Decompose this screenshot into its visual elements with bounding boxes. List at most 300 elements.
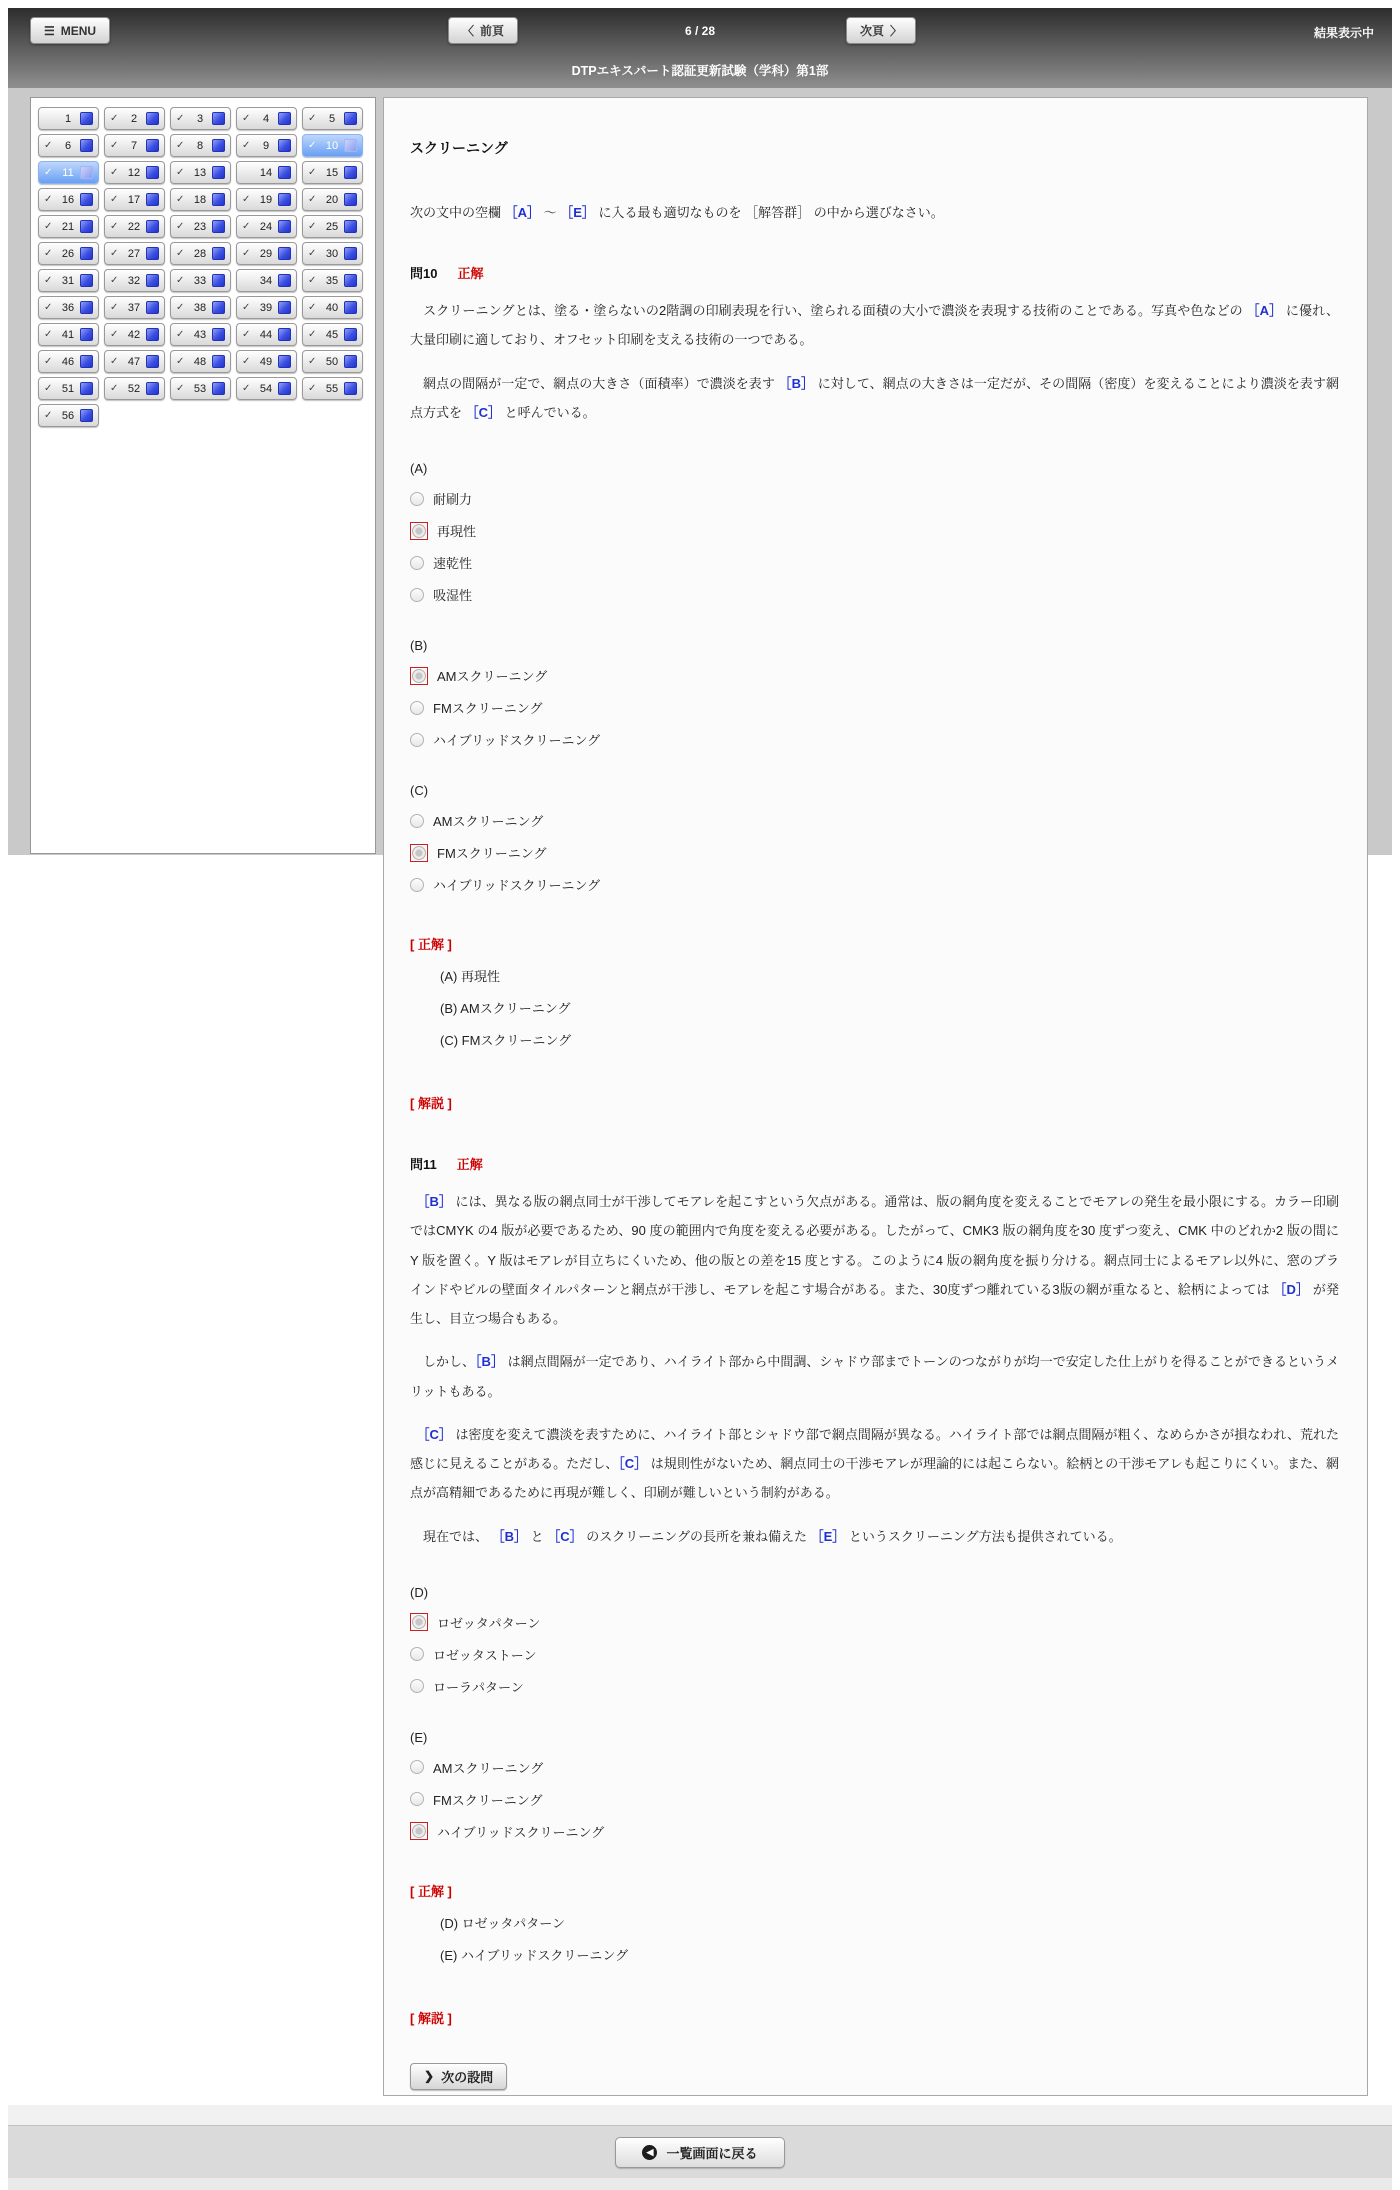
question-button-34[interactable] — [236, 269, 297, 292]
page-title: スクリーニング — [410, 140, 508, 156]
question-button-54[interactable] — [236, 377, 297, 400]
question-number: 36 — [61, 301, 75, 314]
check-icon: ✓ — [44, 329, 53, 340]
question-number: 43 — [193, 328, 207, 341]
answered-marker-icon — [146, 355, 159, 368]
question-button-36[interactable] — [38, 296, 99, 319]
check-icon: ✓ — [242, 248, 251, 259]
answered-marker-icon — [80, 301, 93, 314]
question-number: 26 — [61, 247, 75, 260]
blank-token: ［B］ — [491, 1528, 528, 1544]
question-number: 12 — [127, 166, 141, 179]
option-label: 耐刷力 — [433, 492, 473, 507]
option-label: 吸湿性 — [433, 588, 473, 603]
question-number: 8 — [196, 139, 204, 152]
check-icon: ✓ — [242, 356, 251, 367]
check-icon: ✓ — [176, 383, 185, 394]
next-page-button[interactable] — [846, 17, 916, 44]
question-number: 25 — [325, 220, 339, 233]
question-number: 17 — [127, 193, 141, 206]
question-button-19[interactable] — [236, 188, 297, 211]
blank-token: ［C］ — [465, 404, 502, 420]
question-button-40[interactable] — [302, 296, 363, 319]
check-icon: ✓ — [110, 194, 119, 205]
selected-answer-marker — [410, 1613, 428, 1631]
footer-spacer — [8, 2105, 1392, 2125]
question-number: 51 — [61, 382, 75, 395]
answered-marker-icon — [80, 355, 93, 368]
question-button-53[interactable] — [170, 377, 231, 400]
answered-marker-icon — [278, 355, 291, 368]
check-icon: ✓ — [308, 167, 317, 178]
answered-marker-icon — [80, 247, 93, 260]
check-icon: ✓ — [110, 140, 119, 151]
question-heading — [410, 1154, 1339, 1173]
question-number-label: 問10 — [410, 266, 438, 281]
next-question-button[interactable] — [410, 2063, 507, 2090]
question-number: 11 — [62, 166, 74, 179]
question-number: 52 — [127, 382, 141, 395]
question-button-24[interactable] — [236, 215, 297, 238]
question-number: 44 — [259, 328, 273, 341]
question-button-33[interactable] — [170, 269, 231, 292]
question-button-45[interactable] — [302, 323, 363, 346]
question-button-16[interactable] — [38, 188, 99, 211]
option-row — [410, 1613, 1339, 1632]
check-icon: ✓ — [176, 275, 185, 286]
question-number: 28 — [193, 247, 207, 260]
question-number: 31 — [61, 274, 75, 287]
question-number: 18 — [193, 193, 207, 206]
answered-marker-icon — [146, 382, 159, 395]
answered-marker-icon — [212, 328, 225, 341]
question-number: 20 — [325, 193, 339, 206]
blank-token: ［B］ — [423, 1194, 452, 1209]
check-icon: ✓ — [176, 167, 185, 178]
question-button-37[interactable] — [104, 296, 165, 319]
question-number: 42 — [127, 328, 141, 341]
question-button-30[interactable] — [302, 242, 363, 265]
question-button-9[interactable] — [236, 134, 297, 157]
answered-marker-icon — [146, 193, 159, 206]
option-label: ローラパターン — [433, 1679, 524, 1695]
question-number: 38 — [193, 301, 207, 314]
option-row — [410, 1677, 1339, 1696]
question-button-42[interactable] — [104, 323, 165, 346]
question-number: 24 — [259, 220, 273, 233]
question-paragraph: 網点の間隔が一定で、網点の大きさ（面積率）で濃淡を表す ［B］ に対して、網点の大きさは一定だが、その間隔（密度）を変えることにより濃淡を表す網点方式を ［C］ と呼んでいる。 — [410, 375, 1340, 420]
blank-token: ［E］ — [810, 1528, 846, 1544]
answer-group-label: (D) — [410, 1584, 429, 1600]
answer-item: (D) ロゼッタパターン — [440, 1915, 566, 1931]
answered-marker-icon — [278, 166, 291, 179]
question-button-14[interactable] — [236, 161, 297, 184]
blank-token: ［C］ — [618, 1456, 648, 1471]
check-icon: ✓ — [242, 329, 251, 340]
answered-marker-icon — [344, 301, 357, 314]
question-button-15[interactable] — [302, 161, 363, 184]
answered-marker-icon — [80, 112, 93, 125]
chevron-left-icon: 〈 — [462, 24, 475, 38]
answer-group-label: (A) — [410, 461, 428, 476]
radio-button[interactable] — [410, 733, 424, 747]
question-number: 6 — [64, 139, 72, 152]
radio-button[interactable] — [410, 492, 424, 506]
check-icon: ✓ — [242, 194, 251, 205]
explanation-heading: [ 解説 ] — [410, 2010, 452, 2026]
answered-marker-icon — [146, 247, 159, 260]
correct-answer-heading: [ 正解 ] — [410, 1883, 452, 1899]
option-row — [410, 811, 1339, 830]
question-button-17[interactable] — [104, 188, 165, 211]
question-number: 7 — [130, 139, 138, 152]
answered-marker-icon — [344, 247, 357, 260]
check-icon: ✓ — [308, 275, 317, 286]
option-row — [410, 1822, 1339, 1841]
answered-marker-icon — [212, 139, 225, 152]
answered-marker-icon — [80, 328, 93, 341]
question-number: 19 — [259, 193, 273, 206]
blank-token: ［C］ — [423, 1426, 452, 1442]
answered-marker-icon — [344, 328, 357, 341]
blank-token: ［A］ — [504, 205, 541, 220]
answered-marker-icon — [80, 274, 93, 287]
option-row — [410, 843, 1339, 862]
check-icon: ✓ — [110, 302, 119, 313]
question-button-21[interactable] — [38, 215, 99, 238]
question-number: 46 — [61, 355, 75, 368]
question-button-12[interactable] — [104, 161, 165, 184]
check-icon: ✓ — [110, 275, 119, 286]
option-row — [410, 1790, 1339, 1809]
radio-button[interactable] — [410, 1760, 424, 1774]
answered-marker-icon — [80, 382, 93, 395]
answer-item: (C) FMスクリーニング — [440, 1033, 572, 1048]
question-number: 47 — [127, 355, 141, 368]
check-icon: ✓ — [44, 167, 53, 178]
question-number: 13 — [193, 166, 207, 179]
answered-marker-icon — [278, 220, 291, 233]
answered-marker-icon — [212, 301, 225, 314]
option-label: ロゼッタパターン — [437, 1615, 541, 1631]
answered-marker-icon — [278, 274, 291, 287]
page-indicator: 6 / 28 — [684, 24, 716, 38]
question-button-7[interactable] — [104, 134, 165, 157]
answered-marker-icon — [278, 247, 291, 260]
question-number: 49 — [259, 355, 273, 368]
question-number: 9 — [262, 139, 270, 152]
option-row — [410, 666, 1339, 685]
question-number: 10 — [325, 139, 339, 152]
question-heading — [410, 263, 1339, 282]
header-bar — [8, 8, 1392, 88]
result-badge: 正解 — [456, 1157, 483, 1172]
content-panel — [383, 97, 1368, 2096]
answered-marker-icon — [344, 193, 357, 206]
question-button-50[interactable] — [302, 350, 363, 373]
radio-button[interactable] — [412, 1824, 426, 1838]
question-button-26[interactable] — [38, 242, 99, 265]
question-paragraph: しかし、［B］ は網点間隔が一定であり、ハイライト部から中間調、シャドウ部までトーンのつながりが均一で安定した仕上がりを得ることができるというメリットもある。 — [410, 1354, 1339, 1399]
check-icon: ✓ — [44, 275, 53, 286]
question-button-5[interactable] — [302, 107, 363, 130]
answered-marker-icon — [278, 112, 291, 125]
footer-bar — [8, 2125, 1392, 2178]
blank-token: ［D］ — [1273, 1281, 1310, 1297]
radio-button[interactable] — [410, 1679, 424, 1693]
check-icon: ✓ — [308, 383, 317, 394]
menu-button-label: MENU — [60, 23, 97, 38]
check-icon: ✓ — [308, 356, 317, 367]
option-row — [410, 1758, 1339, 1777]
question-number: 15 — [325, 166, 339, 179]
option-row — [410, 489, 1339, 508]
check-icon: ✓ — [110, 356, 119, 367]
answered-marker-icon — [212, 166, 225, 179]
question-number: 1 — [64, 112, 72, 125]
check-icon: ✓ — [176, 248, 185, 259]
question-number: 4 — [262, 112, 270, 125]
question-button-13[interactable] — [170, 161, 231, 184]
selected-answer-marker — [410, 667, 428, 685]
question-button-39[interactable] — [236, 296, 297, 319]
question-button-46[interactable] — [38, 350, 99, 373]
check-icon: ✓ — [44, 383, 53, 394]
option-row — [410, 698, 1339, 717]
answer-item: (B) AMスクリーニング — [440, 1001, 571, 1016]
question-button-41[interactable] — [38, 323, 99, 346]
question-button-20[interactable] — [302, 188, 363, 211]
menu-icon: ☰ — [44, 23, 55, 38]
question-number: 23 — [193, 220, 207, 233]
question-number: 55 — [325, 382, 339, 395]
check-icon: ✓ — [242, 140, 251, 151]
answered-marker-icon — [212, 382, 225, 395]
question-grid — [38, 107, 368, 427]
check-icon: ✓ — [110, 248, 119, 259]
check-icon: ✓ — [242, 302, 251, 313]
answer-group-label: (C) — [410, 783, 429, 798]
check-icon: ✓ — [44, 356, 53, 367]
back-to-list-label: 一覧画面に戻る — [666, 2145, 758, 2161]
answer-item: (A) 再現性 — [440, 969, 500, 984]
question-number: 41 — [61, 328, 75, 341]
question-button-51[interactable] — [38, 377, 99, 400]
answered-marker-icon — [146, 112, 159, 125]
blank-token: ［E］ — [560, 205, 595, 220]
question-button-44[interactable] — [236, 323, 297, 346]
selected-answer-marker — [410, 1822, 428, 1840]
option-label: FMスクリーニング — [437, 846, 547, 861]
question-number: 45 — [325, 328, 339, 341]
answered-marker-icon — [278, 301, 291, 314]
selected-answer-marker — [410, 522, 428, 540]
question-button-29[interactable] — [236, 242, 297, 265]
question-button-4[interactable] — [236, 107, 297, 130]
question-button-56[interactable] — [38, 404, 99, 427]
option-label: AMスクリーニング — [433, 814, 544, 829]
check-icon: ✓ — [308, 248, 317, 259]
question-number: 2 — [130, 112, 138, 125]
radio-button[interactable] — [410, 1647, 424, 1661]
answered-marker-icon — [146, 166, 159, 179]
question-number: 16 — [61, 193, 75, 206]
check-icon: ✓ — [176, 140, 185, 151]
check-icon: ✓ — [176, 329, 185, 340]
radio-button[interactable] — [410, 814, 424, 828]
question-button-3[interactable] — [170, 107, 231, 130]
question-button-48[interactable] — [170, 350, 231, 373]
answered-marker-icon — [212, 220, 225, 233]
option-label: ハイブリッドスクリーニング — [437, 1824, 605, 1840]
option-label: ロゼッタストーン — [433, 1647, 537, 1663]
next-page-label: 次頁 — [860, 24, 885, 38]
question-button-6[interactable] — [38, 134, 99, 157]
answered-marker-icon — [80, 220, 93, 233]
check-icon: ✓ — [308, 194, 317, 205]
check-icon: ✓ — [44, 140, 53, 151]
question-number: 27 — [127, 247, 141, 260]
check-icon: ✓ — [176, 356, 185, 367]
question-button-11[interactable] — [38, 161, 99, 184]
option-label: FMスクリーニング — [433, 701, 543, 716]
question-button-1[interactable] — [38, 107, 99, 130]
answered-marker-icon — [344, 166, 357, 179]
check-icon: ✓ — [242, 113, 251, 124]
back-arrow-icon: ◀ — [642, 2145, 657, 2160]
next-question-label: 次の設問 — [441, 2069, 494, 2085]
question-button-35[interactable] — [302, 269, 363, 292]
question-button-8[interactable] — [170, 134, 231, 157]
question-button-28[interactable] — [170, 242, 231, 265]
question-number: 5 — [328, 112, 336, 125]
questions-container — [410, 263, 1339, 2027]
question-button-47[interactable] — [104, 350, 165, 373]
option-row — [410, 875, 1339, 894]
check-icon: ✓ — [242, 383, 251, 394]
question-button-23[interactable] — [170, 215, 231, 238]
option-label: ハイブリッドスクリーニング — [433, 733, 601, 748]
question-number: 32 — [127, 274, 141, 287]
radio-button[interactable] — [412, 1615, 426, 1629]
check-icon: ✓ — [176, 221, 185, 232]
radio-button[interactable] — [410, 701, 424, 715]
question-button-52[interactable] — [104, 377, 165, 400]
answered-marker-icon — [344, 274, 357, 287]
footer-bottom-edge — [8, 2178, 1392, 2190]
exam-title: DTPエキスパート認証更新試験（学科）第1部 — [571, 64, 829, 78]
check-icon: ✓ — [110, 383, 119, 394]
question-number: 14 — [259, 166, 273, 179]
question-button-18[interactable] — [170, 188, 231, 211]
radio-button[interactable] — [412, 524, 426, 538]
question-nav-panel — [30, 97, 376, 854]
option-label: AMスクリーニング — [433, 1760, 544, 1776]
result-badge: 正解 — [457, 266, 484, 281]
answered-marker-icon — [344, 139, 357, 152]
answered-marker-icon — [344, 382, 357, 395]
question-number: 54 — [259, 382, 273, 395]
question-button-55[interactable] — [302, 377, 363, 400]
question-paragraph: ［B］ には、異なる版の網点同士が干渉してモアレを起こすという欠点がある。通常は、版の網角度を変えることでモアレの発生を最小限にする。カラー印刷ではCMYK の4 版が必要であるため、90 度の範囲内で角度を変える必要がある。したがって、CMK3 版の網角度を30 度ずつ変え、CMK 中のどれか2 版の間にY 版を置く。Y 版はモアレが目立ちにくいため、他の版との差を15 度とする。このように4 版の網角度を振り分ける。網点同士によるモアレ以外に、窓のブラインドやビルの壁面タイルパターンと網点が干渉し、モアレを起こす場合がある。また、30度ずつ離れている3版の網が重なると、絵柄によっては ［D］ が発生し、目立つ場合もある。 — [410, 1194, 1339, 1326]
answered-marker-icon — [80, 193, 93, 206]
question-number: 3 — [196, 112, 204, 125]
question-number: 39 — [259, 301, 273, 314]
radio-button[interactable] — [410, 588, 424, 602]
check-icon: ✓ — [176, 302, 185, 313]
question-button-25[interactable] — [302, 215, 363, 238]
question-button-27[interactable] — [104, 242, 165, 265]
answer-group-label: (B) — [410, 638, 428, 653]
check-icon: ✓ — [110, 167, 119, 178]
check-icon: ✓ — [44, 410, 53, 421]
check-icon: ✓ — [176, 194, 185, 205]
radio-button[interactable] — [410, 1792, 424, 1806]
question-number: 56 — [61, 409, 75, 422]
question-number: 29 — [259, 247, 273, 260]
question-button-22[interactable] — [104, 215, 165, 238]
radio-button[interactable] — [410, 878, 424, 892]
answered-marker-icon — [80, 166, 93, 179]
answered-marker-icon — [212, 112, 225, 125]
question-button-10[interactable] — [302, 134, 363, 157]
question-number: 37 — [127, 301, 141, 314]
question-button-2[interactable] — [104, 107, 165, 130]
answer-group-label: (E) — [410, 1729, 428, 1745]
header-nav-row — [8, 8, 1392, 54]
option-row — [410, 553, 1339, 572]
radio-button[interactable] — [412, 669, 426, 683]
answered-marker-icon — [80, 139, 93, 152]
option-row — [410, 730, 1339, 749]
answered-marker-icon — [146, 328, 159, 341]
question-button-31[interactable] — [38, 269, 99, 292]
question-paragraph: スクリーニングとは、塗る・塗らないの2階調の印刷表現を行い、塗られる面積の大小で濃淡を表現する技術のことである。写真や色などの ［A］ に優れ、大量印刷に適しており、オフセット印刷を支える技術の一つである。 — [410, 303, 1340, 348]
check-icon: ✓ — [44, 248, 53, 259]
question-number: 33 — [193, 274, 207, 287]
question-button-38[interactable] — [170, 296, 231, 319]
instruction-text: 次の文中の空欄 ［A］ ～ ［E］ に入る最も適切なものを ［解答群］ の中から選びなさい。 — [410, 205, 944, 220]
radio-button[interactable] — [412, 846, 426, 860]
check-icon: ✓ — [44, 194, 53, 205]
answer-item: (E) ハイブリッドスクリーニング — [440, 1947, 629, 1963]
back-to-list-button[interactable] — [615, 2137, 784, 2168]
question-button-32[interactable] — [104, 269, 165, 292]
question-number: 34 — [259, 274, 273, 287]
chevron-right-icon: 〉 — [890, 24, 903, 38]
option-label: 速乾性 — [433, 556, 473, 571]
prev-page-label: 前頁 — [480, 24, 505, 38]
check-icon: ✓ — [242, 221, 251, 232]
question-button-43[interactable] — [170, 323, 231, 346]
answered-marker-icon — [80, 409, 93, 422]
option-row — [410, 521, 1339, 540]
question-number: 40 — [325, 301, 339, 314]
answered-marker-icon — [278, 193, 291, 206]
check-icon: ✓ — [44, 302, 53, 313]
option-label: AMスクリーニング — [437, 669, 548, 684]
check-icon: ✓ — [176, 113, 185, 124]
question-paragraph: 現在では、 ［B］ と ［C］ のスクリーニングの長所を兼ね備えた ［E］ というスクリーニング方法も提供されている。 — [410, 1528, 1122, 1544]
answered-marker-icon — [146, 301, 159, 314]
check-icon: ✓ — [110, 329, 119, 340]
answered-marker-icon — [344, 112, 357, 125]
check-icon: ✓ — [110, 221, 119, 232]
question-button-49[interactable] — [236, 350, 297, 373]
correct-answer-heading: [ 正解 ] — [410, 937, 452, 952]
radio-button[interactable] — [410, 556, 424, 570]
answered-marker-icon — [212, 193, 225, 206]
